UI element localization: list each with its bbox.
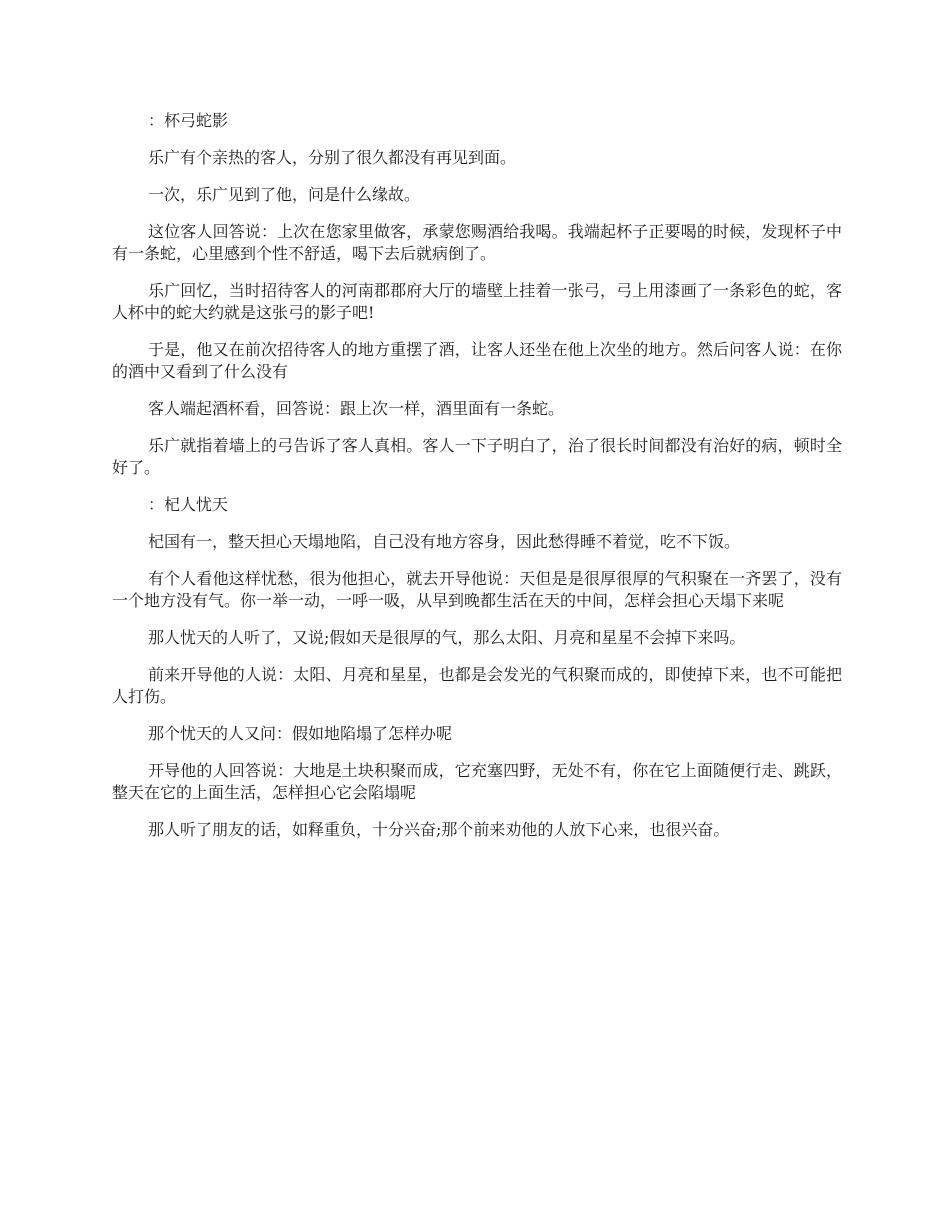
paragraph: 这位客人回答说：上次在您家里做客，承蒙您赐酒给我喝。我端起杯子正要喝的时候，发现杯子中有一条蛇，心里感到个性不舒适，喝下去后就病倒了。 <box>112 222 842 263</box>
paragraph: 一次，乐广见到了他，问是什么缘故。 <box>148 185 421 204</box>
paragraph: 乐广就指着墙上的弓告诉了客人真相。客人一下子明白了，治了很长时间都没有治好的病，顿时全好了。 <box>112 436 842 477</box>
paragraph: 于是，他又在前次招待客人的地方重摆了酒，让客人还坐在他上次坐的地方。然后问客人说：在你的酒中又看到了什么没有 <box>112 340 842 381</box>
paragraph: 客人端起酒杯看，回答说：跟上次一样，酒里面有一条蛇。 <box>148 399 565 418</box>
paragraph: 杞国有一，整天担心天塌地陷，自己没有地方容身，因此愁得睡不着觉，吃不下饭。 <box>148 532 741 551</box>
section-title-qi-worry-sky: ：杞人忧天 <box>148 495 229 514</box>
paragraph: 开导他的人回答说：大地是土块积聚而成，它充塞四野，无处不有，你在它上面随便行走、跳跃，整天在它的上面生活，怎样担心它会陷塌呢 <box>112 761 842 802</box>
paragraph: 乐广回忆，当时招待客人的河南郡郡府大厅的墙壁上挂着一张弓，弓上用漆画了一条彩色的蛇，客人杯中的蛇大约就是这张弓的影子吧! <box>112 281 842 322</box>
paragraph: 那人听了朋友的话，如释重负，十分兴奋;那个前来劝他的人放下心来，也很兴奋。 <box>148 820 730 839</box>
paragraph: 前来开导他的人说：太阳、月亮和星星，也都是会发光的气积聚而成的，即使掉下来，也不可能把人打伤。 <box>112 665 842 706</box>
paragraph: 那人忧天的人听了，又说;假如天是很厚的气，那么太阳、月亮和星星不会掉下来吗。 <box>148 628 746 647</box>
document-body <box>112 110 842 856</box>
paragraph: 那个忧天的人又问：假如地陷塌了怎样办呢 <box>148 724 453 743</box>
paragraph: 有个人看他这样忧愁，很为他担心，就去开导他说：天但是是很厚很厚的气积聚在一齐罢了，没有一个地方没有气。你一举一动，一呼一吸，从早到晚都生活在天的中间，怎样会担心天塌下来呢 <box>112 569 842 610</box>
section-title-cup-bow-snake: ：杯弓蛇影 <box>148 111 229 130</box>
paragraph: 乐广有个亲热的客人，分别了很久都没有再见到面。 <box>148 148 517 167</box>
